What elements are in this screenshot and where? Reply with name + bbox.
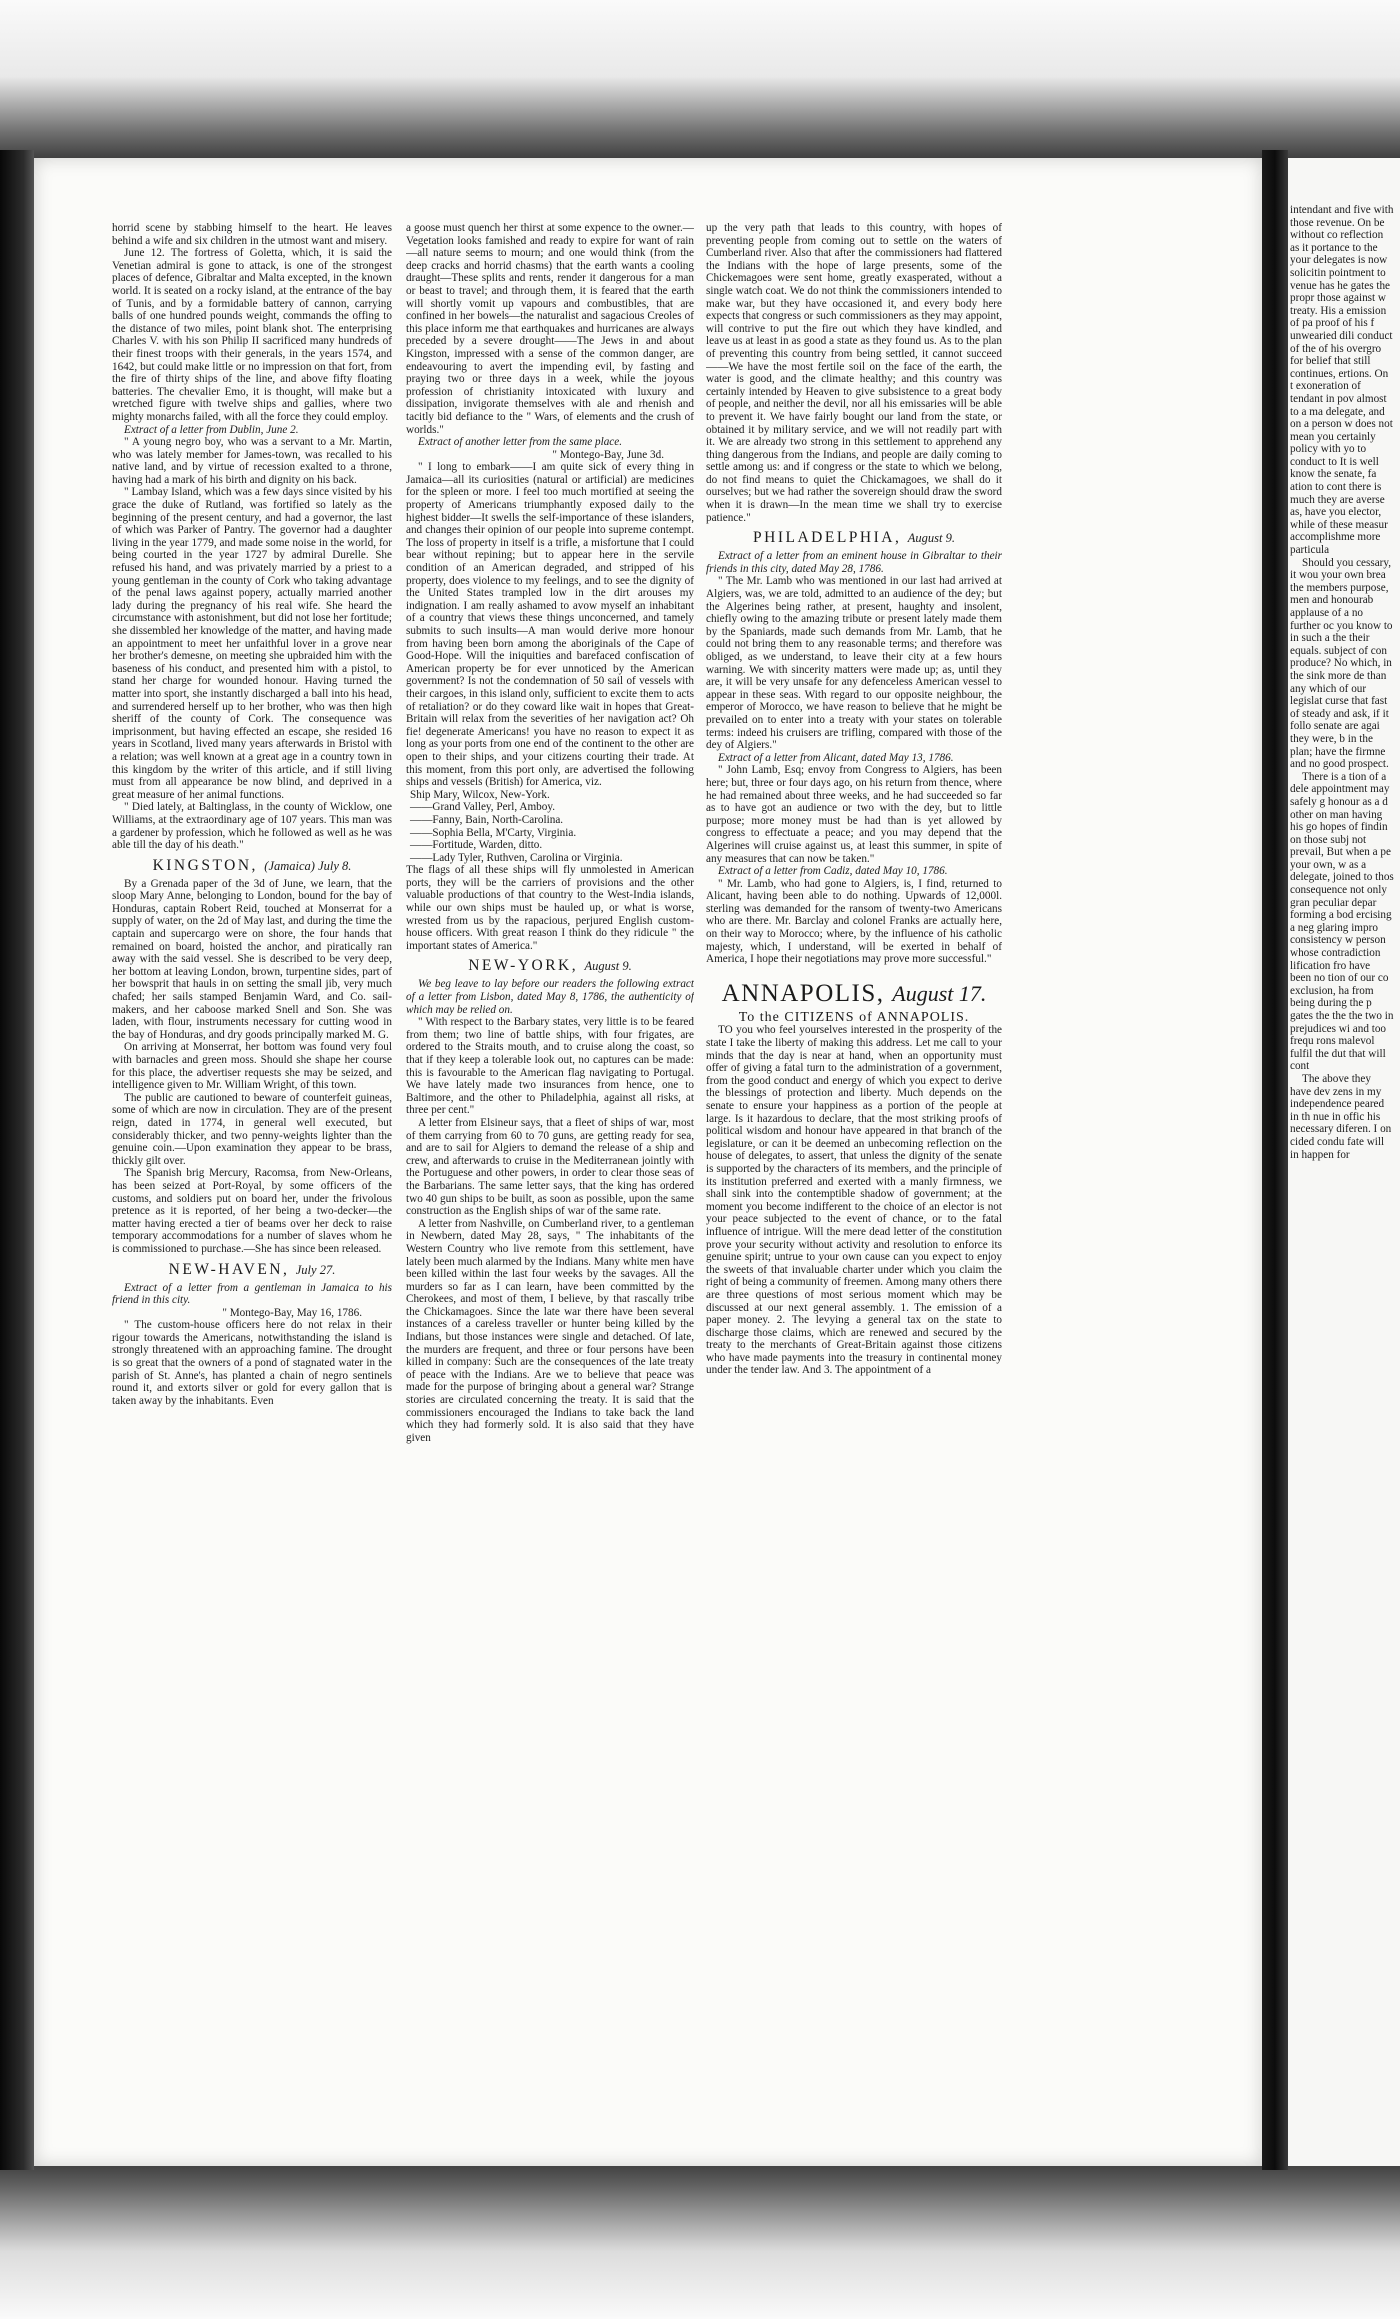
section-heading: [706, 980, 1002, 1008]
ship-list-item: ——Fortitude, Warden, ditto.: [410, 839, 543, 852]
heading-place: NEW-YORK,: [468, 957, 579, 975]
article-paragraph: up the very path that leads to this country, with hopes of preventing people from coming out to settle on the waters of Cumberland river. Also that after the commissioners had flattered the Indians with the hope of large presents, some of the Chickemagoes were sent home, greatly exasperated, without a single watch coat. We do not think the commissioners intended to make war, but they have occasioned it, and every body here expects that congress or such commissioners as they may appoint, will contrive to put the fire out which they have kindled, and leave us at least in as good a state as they found us. As to the plan of preventing this country from being settled, it cannot succeed——We have the most fertile soil on the face of the earth, the water is good, and the climate healthy; and this country was certainly intended by Heaven to give subsistence to a great body of people, and neither the devil, nor all his emissaries will be able to prevent it. We have fairly bought our land from the state, or obtained it by military service, and we will not readily part with it. We are already two strong in this settlement to apprehend any thing dangerous from the Indians, and people are daily coming to settle among us: and if congress or the state to which we belong, do not find means to quiet the Chickamagoes, we shall do it ourselves; but we had rather the sovereign should draw the sword when it is drawn—In the mean time we shall try to exercise patience.": [706, 222, 1002, 524]
article-paragraph: TO you who feel yourselves interested in the prosperity of the state I take the liberty of making this address. Let me call to your minds that the day is near at hand, when an opportunity must offer of giving a fatal turn to the administration of a government, from the good conduct and energy of which you expect to derive the blessings of protection and liberty. Much depends on the senate to ensure your happiness as a portion of the people at large. Is it hazardous to declare, that the most striking proofs of political wisdom and honour have appeared in that branch of the legislature, or can it be deemed an unbecoming reflection on the house of delegates, to assert, that unless the dignity of the senate is supported by the characters of its members, and the principle of its institution preferred and exerted with a manly firmness, we shall sink into the contemptible shadow of government; at the moment you become indifferent to the choice of an elector is not your peace subjected to the event of chance, or to the fatal influence of intrigue. Will the mere dead letter of the constitution prove your security without activity and resolution to enforce its genuine spirit; untrue to your own cause can you expect to enjoy the sweets of that invaluable charter under which you claim the right of being a community of freemen. Among many others there are three questions of most serious moment which may be discussed at our next general assembly. 1. The emission of a paper money. 2. The levying a general tax on the state to discharge those claims, which are renewed and secured by the treaty to the merchants of Great-Britain against those citizens who have made payments into the treasury in continental money under the tender law. And 3. The appointment of a: [706, 1024, 1002, 1377]
scanner-backdrop-bottom: [0, 2150, 1400, 2319]
article-paragraph: On arriving at Monserrat, her bottom was found very foul with barnacles and green moss. Should she shape her course for this place, the advertiser requests she may be seized, and intelligence given to Mr. William Wright, of this town.: [112, 1041, 392, 1092]
article-paragraph: " With respect to the Barbary states, very little is to be feared from them; two line of battle ships, with four frigates, are ordered to the Straits mouth, and to cruise along the coast, so that if they keep a tolerable look out, no captures can be made: this is favourable to the American flag navigating to Portugal. We have lately made two insurances from hence, one to Baltimore, and the other to Philadelphia, against all risks, at three per cent.": [406, 1016, 694, 1117]
book-gutter: [1262, 150, 1288, 2170]
article-paragraph: horrid scene by stabbing himself to the heart. He leaves behind a wife and six children in the utmost want and misery.: [112, 222, 392, 247]
ship-list-item: ——Grand Valley, Perl, Amboy.: [410, 801, 556, 814]
article-paragraph: " Died lately, at Baltinglass, in the county of Wicklow, one Williams, at the extraordinary age of 107 years. This man was a gardener by profession, which he followed as well as he was able till the day of his death.": [112, 801, 392, 852]
section-heading: [706, 529, 1002, 547]
article-paragraph: " John Lamb, Esq; envoy from Congress to Algiers, has been here; but, three or four days ago, on his return from thence, where he had remained about three weeks, and he had succeeded so far as to have got an audience or two with the dey, but to little purpose; more money must be had than is yet allowed by congress to effectuate a peace; and you may depend that the Algerines will cruise against us, at least this summer, in spite of any measures that can now be taken.": [706, 764, 1002, 865]
letter-extract-heading: We beg leave to lay before our readers the following extract of a letter from Lisbon, dated May 8, 1786, the authenticity of which may be relied on.: [406, 978, 694, 1016]
article-paragraph: A letter from Nashville, on Cumberland river, to a gentleman in Newbern, dated May 28, says, " The inhabitants of the Western Country who live remote from this settlement, have lately been much alarmed by the Indians. Many white men have been killed within the last four weeks by the savages. All the murders so far as I can learn, have been committed by the Cherokees, and most of them, I believe, by that rascally tribe the Chickamagoes. Since the late war there have been several instances of a careless traveller or hunter being killed by the Indians, but those instances were single and detached. Of late, the murders are frequent, and three or four persons have been killed in company: Such are the consequences of the late treaty of peace with the Indians. Are we to believe that peace was made for the purpose of bringing about a general war? Strange stories are circulated concerning the treaty. It is said that the commissioners encouraged the Indians to take back the land which they had formerly sold. It is also said that they have given: [406, 1217, 694, 1444]
heading-place: ANNAPOLIS,: [721, 979, 885, 1007]
newspaper-page: [34, 158, 1262, 2166]
article-paragraph: " Mr. Lamb, who had gone to Algiers, is, I find, returned to Alicant, having been able to do nothing. Upwards of 12,000l. sterling was demanded for the ransom of twenty-two Americans who are there. Mr. Barclay and colonel Franks are actually here, on their way to Morocco; where, by the influence of his catholic majesty, which, I understand, will be exerted in behalf of America, I hope their negotiations may prove more successful.": [706, 877, 1002, 966]
article-paragraph: There is a tion of a dele appointment may safely g honour as a d other on man having his go hopes of findin on those subj not prevail, But when a pe your own, w as a delegate, joined to thos consequence not only gran peculiar depar forming a bod ercising a neg glaring impro consistency w person whose contradiction lification fro have been no tion of our co exclusion, ha from being during the p gates the the the two in prejudices wi and too frequ rons malevol fulfil the dut that will cont: [1290, 770, 1394, 1073]
article-paragraph: The flags of all these ships will fly unmolested in American ports, they will be the carriers of provisions and the other valuable productions of that country to the West-India islands, while our own ships must be hauled up, or what is worse, wrested from us by the rapacious, perjured English custom-house officers. With great reason I think do they ridicule " the important states of America.": [406, 864, 694, 952]
article-paragraph: " Lambay Island, which was a few days since visited by his grace the duke of Rutland, was fortified so lately as the beginning of the present century, and had a governor, the last of which was Parker of Pantry. The governor had a daughter living in the year 1779, and made some noise in the world, for being courted in the year 1727 by admiral Durelle. She refused his hand, and was privately married by a priest to a young gentleman in the county of Cork who taking advantage of the penal laws against popery, actually married another lady during the pregnancy of his real wife. She heard the circumstance with astonishment, but did not lose her fortitude; she dissembled her knowledge of the matter, and having made an appointment to meet her unfaithful lover in a grove near her brother's demesne, on meeting she upbraided him with the baseness of his conduct, and presented him with a pistol, to stand her charge for wounded honour. Having turned the matter into sport, she instantly discharged a ball into his head, and surrendered herself up to her brother, who was then high sheriff of the county of Cork. The consequence was imprisonment, but having effected an escape, she resided 16 years in Scotland, lived many years afterwards in Bristol with a relation; was well known at a great age in a country town in this kingdom by the writer of this article, and if still living must from all appearance be now blind, and deprived in a great measure of her animal functions.: [112, 486, 392, 801]
article-paragraph: A letter from Elsineur says, that a fleet of ships of war, most of them carrying from 60 to 70 guns, are getting ready for sea, and are to sail for Algiers to demand the release of a ship and crew, and afterwards to cruise in the Mediterranean jointly with the Portuguese and other powers, in order to clear those seas of the Barbarians. The same letter says, that the king has ordered two 40 gun ships to be built, as soon as possible, upon the same construction as the English ships of war of the same rate.: [406, 1116, 694, 1218]
article-paragraph: " I long to embark——I am quite sick of every thing in Jamaica—all its curiosities (natural or artificial) are medicines for the spleen or more. I feel too much mortified at seeing the property of Americans triumphantly exposed daily to the highest bidder—It swells the self-importance of these islanders, and changes their opinion of our people into supreme contempt. The loss of property in itself is a trifle, a misfortune that I could bear without repining; but to appear here in the servile condition of an American degraded, and stripped of his property, does violence to my feelings, and to see the dignity of the United States trampled low in the dirt arouses my indignation. I am really ashamed to avow myself an inhabitant of a country that views these things unconcerned, and tamely submits to such insults—A man would derive more honour from having been born among the aboriginals of the Cape of Good-Hope. Will the iniquities and barefaced confiscation of American property be for ever unnoticed by the American government? Is not the condemnation of 50 sail of vessels with their cargoes, in this island only, sufficient to excite them to acts of retaliation? or do they coward like wait in hopes that Great-Britain will relax from the severities of her navigation act? Oh fie! degenerate Americans! you have no reason to expect it as long as your ports from one end of the continent to the other are open to their ships, and your citizens courting their trade. At this moment, from this port only, are advertised the following ships and vessels (British) for America, viz.: [406, 461, 694, 789]
ship-list-item: ——Fanny, Bain, North-Carolina.: [410, 813, 564, 826]
section-heading: [112, 857, 392, 875]
ship-list-item: ——Lady Tyler, Ruthven, Carolina or Virginia.: [410, 851, 623, 864]
letter-extract-heading: Extract of a letter from Cadiz, dated May 10, 1786.: [718, 865, 948, 878]
letter-extract-heading: Extract of a letter from Alicant, dated May 13, 1786.: [718, 751, 954, 764]
letter-extract-heading: Extract of a letter from an eminent house in Gibraltar to their friends in this city, dated May 28, 1786.: [706, 550, 1002, 575]
dateline: " Montego-Bay, June 3d.: [552, 448, 664, 461]
heading-place: PHILADELPHIA,: [753, 529, 902, 547]
heading-date: (Jamaica) July 8.: [264, 858, 352, 873]
scanner-backdrop-top: [0, 0, 1400, 170]
article-paragraph: a goose must quench her thirst at some expence to the owner.—Vegetation looks famished and ready to expire for want of rain—all nature seems to mourn; and one would think (from the deep cracks and horrid chasms) that the earth wants a cooling draught—These splits and rents, render it dangerous for a man or beast to travel; and through them, it is feared that the earth will shortly vomit up vapours and combustibles, that are confined in her bowels—the naturalist and sagacious Creoles of this place inform me that earthquakes and hurricanes are always preceded by a severe drought——The Jews in and about Kingston, impressed with a sense of the common danger, are endeavouring to avert the impending evil, by fasting and praying two or three days in a week, while the joyous profession of christianity intoxicated with luxury and dissipation, invigorate themselves with ale and rhenish and tacitly bid defiance to the " Wars, of elements and the crush of worlds.": [406, 222, 694, 436]
article-paragraph: Should you cessary, it wou your own brea the members purpose, men and honourab applause of a no further oc you know to in such a the their equals. subject of con produce? No which, in the sink more de than any which of our legislat curse that fast of steady and ask, if it follo senate are agai they were, b in the plan; have the firmne and no good prospect.: [1290, 556, 1393, 771]
text-column-3: [706, 222, 1002, 2142]
article-paragraph: " The custom-house officers here do not relax in their rigour towards the Americans, notwithstanding the island is strongly threatened with an approaching famine. The drought is so great that the owners of a pond of stagnated water in the parish of St. Anne's, has planted a chain of negro sentinels round it, and extorts silver or gold for every gallon that is taken away by the inhabitants. Even: [112, 1319, 392, 1407]
letter-extract-heading: Extract of a letter from Dublin, June 2.: [124, 423, 299, 436]
heading-place: NEW-HAVEN,: [168, 1260, 290, 1278]
article-paragraph: The Spanish brig Mercury, Racomsa, from New-Orleans, has been seized at Port-Royal, by some officers of the customs, and soldiers put on board her, under the frivolous pretence as it is reported, of her being a two-decker—the matter having erected a tier of beams over her deck to raise temporary accommodations for a number of slaves whom he is commissioned to purchase.—She has since been released.: [112, 1167, 392, 1255]
article-paragraph: The above they have dev zens in my independence peared in th nue in offic his necessary diferen. I on cided condu fate will in happen for: [1290, 1072, 1392, 1161]
text-column-4: [1290, 204, 1394, 2144]
ship-list-item: ——Sophia Bella, M'Carty, Virginia.: [410, 826, 577, 839]
section-heading: [112, 1261, 392, 1279]
heading-date: July 27.: [295, 1262, 336, 1277]
heading-date: August 17.: [892, 980, 987, 1006]
article-paragraph: By a Grenada paper of the 3d of June, we learn, that the sloop Mary Anne, belonging to London, bound for the bay of Honduras, captain Robert Reid, touched at Monserrat for a supply of water, on the 2d of May last, and during the time the captain and supercargo were on shore, the four hands that remained on board, hoisted the anchor, and piratically ran away with the said vessel. She is described to be very deep, her bottom at leaving London, brown, turpentine sides, part of her bowsprit that hauls in on setting the small jib, very much chafed; her sails stamped Benjamin Ward, and Co. sail-makers, and her caboose marked Snell and Son. She was laden, with flour, instruments necessary for cutting wood in the bay of Honduras, and dry goods principally marked M. G.: [112, 877, 392, 1041]
adjacent-page-fragment: [1288, 158, 1400, 2166]
article-paragraph: intendant and five with those revenue. On be without co reflection as it portance to the your delegates is now solicitin pointment to venue has he gates the propr those against w treaty. His a emission of pa proof of his f unwearied dili conduct of the of his overgro for belief that still continues, ertions. On t exoneration of tendant in pov almost to a ma delegate, and on a person w does not mean you certainly policy with yo to conduct to It is well know the senate, fa ation to cont there is much they are averse as, have you elector, while of these measur accomplishme more particula: [1290, 204, 1394, 557]
heading-date: August 9.: [907, 531, 955, 546]
letter-extract-heading: Extract of another letter from the same place.: [418, 436, 623, 449]
page-edge-shadow: [0, 150, 34, 2170]
section-heading: [406, 957, 694, 975]
letter-extract-heading: Extract of a letter from a gentleman in Jamaica to his friend in this city.: [112, 1281, 392, 1307]
article-paragraph: " The Mr. Lamb who was mentioned in our last had arrived at Algiers, was, we are told, admitted to an audience of the dey; but the Algerines being rather, at present, haughty and insolent, chiefly owing to the amazing tribute or present lately made them by the Spaniards, made such demands from Mr. Lamb, that he could not bring them to any reasonable terms; and therefore was obliged, as we understand, to leave their city at a few hours warning. We with sincerity matters were made up; as, until they are, it will be very unsafe for any defenceless American vessel to appear in these seas. With regard to our opposite neighbour, the emperor of Morocco, we have reason to believe that he might be prevailed on to enter into a treaty with your states on tolerable terms: indeed his cruisers are trifling, compared with those of the dey of Algiers.": [706, 575, 1002, 752]
article-paragraph: June 12. The fortress of Goletta, which, it is said the Venetian admiral is gone to attack, is one of the strongest places of defence, Gibraltar and Malta excepted, in the known world. It is seated on a rocky island, at the entrance of the bay of Tunis, and by a formidable battery of cannon, carrying balls of one hundred pounds weight, commands the offing to the distance of two miles, point blank shot. The enterprising Charles V. with his son Philip II sacrificed many hundreds of their finest troops with their generals, in the years 1574, and 1642, but could make little or no impression on that fort, from the fire of thirty ships of the line, and above fifty floating batteries. The chevalier Emo, it is thought, will make but a wretched figure with twelve ships and gallies, where two mighty monarchs failed, with all the force they could employ.: [112, 247, 392, 423]
ship-list-item: Ship Mary, Wilcox, New-York.: [410, 788, 550, 801]
article-paragraph: " A young negro boy, who was a servant to a Mr. Martin, who was lately member for James-town, was recalled to his native land, and by virtue of recession exalted to a throne, having had a mark of his birth and dignity on his back.: [112, 436, 392, 486]
heading-date: August 9.: [584, 959, 632, 974]
article-paragraph: The public are cautioned to beware of counterfeit guineas, some of which are now in circulation. They are of the present reign, dated in 1774, in general well executed, but considerably thicker, and two penny-weights lighter than the genuine coin.—Upon examination they appear to be brass, thickly gilt over.: [112, 1091, 392, 1167]
text-column-2: [406, 222, 694, 2142]
address-heading: To the CITIZENS of ANNAPOLIS.: [738, 1009, 970, 1025]
dateline: " Montego-Bay, May 16, 1786.: [222, 1306, 362, 1319]
text-column-1: [112, 222, 392, 2142]
heading-place: KINGSTON,: [152, 856, 258, 874]
